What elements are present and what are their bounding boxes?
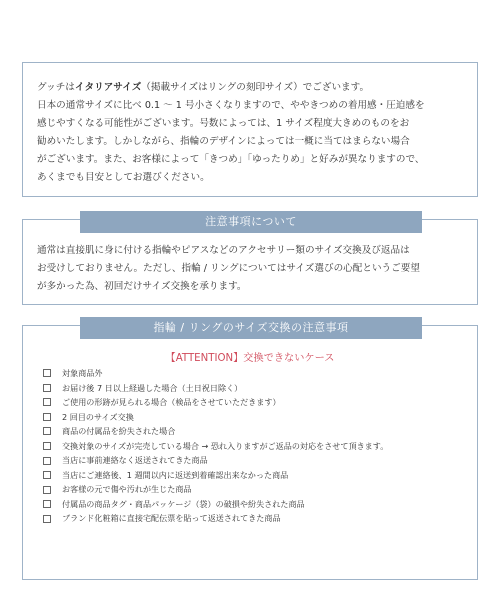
size-info-box xyxy=(22,62,478,197)
exclusion-item-label: 対象商品外 xyxy=(62,368,103,378)
exclusion-item-label: お客様の元で傷や汚れが生じた商品 xyxy=(62,484,192,495)
exclusion-item xyxy=(43,410,467,425)
notice-line: 通常は直接肌に身に付ける指輪やピアスなどのアクセサリー類のサイズ交換及び返品は xyxy=(37,245,410,256)
exclusion-item xyxy=(43,468,467,483)
checkbox-icon xyxy=(43,457,51,465)
size-info-line xyxy=(37,79,463,97)
notice-header: 注意事項について xyxy=(80,211,422,233)
exclusion-item-label: 当店に事前連絡なく返送されてきた商品 xyxy=(62,455,208,466)
size-info-line: あくまでも目安としてお選びください。 xyxy=(37,172,210,183)
exclusion-item xyxy=(43,482,467,497)
checkbox-icon xyxy=(43,500,51,508)
notice-line: が多かった為、初回だけサイズ交換を承ります。 xyxy=(37,281,247,292)
exclusion-item xyxy=(43,395,467,410)
exclusion-list xyxy=(43,366,467,526)
attention-heading: 【ATTENTION】交換できないケース xyxy=(165,353,335,364)
exclusion-item-label: お届け後 7 日以上経過した場合（土日祝日除く） xyxy=(62,382,243,393)
size-info-line: 日本の通常サイズに比べ 0.1 ～ 1 号小さくなりますので、ややきつめの着用感・圧迫感を xyxy=(37,100,425,111)
exchange-conditions-box xyxy=(22,321,478,580)
italian-size-emphasis: イタリアサイズ xyxy=(74,82,142,93)
exclusion-item xyxy=(43,439,467,454)
exclusion-item-label: 付属品の商品タグ・商品パッケージ（袋）の破損や紛失された商品 xyxy=(62,498,305,509)
checkbox-icon xyxy=(43,515,51,523)
checkbox-icon xyxy=(43,427,51,435)
checkbox-icon xyxy=(43,398,51,406)
exclusion-item xyxy=(43,453,467,468)
exchange-header: 指輪 / リングのサイズ交換の注意事項 xyxy=(80,317,422,339)
checkbox-icon xyxy=(43,384,51,392)
exclusion-item xyxy=(43,497,467,512)
exclusion-item-label: 当店にご連絡後、1 週間以内に返送到着確認出来なかった商品 xyxy=(62,469,289,480)
exclusion-item-label: 商品の付属品を紛失された場合 xyxy=(62,426,176,437)
notice-box xyxy=(22,215,478,305)
exclusion-item-label: 2 回目のサイズ交換 xyxy=(62,411,134,422)
checkbox-icon xyxy=(43,486,51,494)
exclusion-item xyxy=(43,511,467,526)
checkbox-icon xyxy=(43,442,51,450)
exclusion-item xyxy=(43,381,467,396)
checkbox-icon xyxy=(43,471,51,479)
exclusion-item xyxy=(43,424,467,439)
size-info-line: 勧めいたします。しかしながら、指輪のデザインによっては一概に当てはまらない場合 xyxy=(37,136,410,147)
exclusion-item xyxy=(43,366,467,381)
exclusion-item-label: ブランド化粧箱に直接宅配伝票を貼って返送されてきた商品 xyxy=(62,513,281,524)
notice-line: お受けしておりません。ただし、指輪 / リングについてはサイズ選びの心配というご要望 xyxy=(37,263,420,274)
exclusion-item-label: ご使用の形跡が見られる場合（検品をさせていただきます） xyxy=(62,397,281,408)
size-info-line-pre: グッチは xyxy=(37,82,75,93)
size-info-line: がございます。また、お客様によって「きつめ」「ゆったりめ」と好みが異なりますので、 xyxy=(37,154,425,165)
notice-body xyxy=(37,242,467,296)
checkbox-icon xyxy=(43,413,51,421)
exclusion-item-label: 交換対象のサイズが完売している場合 → 恐れ入りますがご返品の対応をさせて頂きます。 xyxy=(62,440,389,451)
size-info-line: 感じやすくなる可能性がございます。号数によっては、1 サイズ程度大きめのものをお xyxy=(37,118,410,129)
checkbox-icon xyxy=(43,369,51,377)
size-info-line-post: （掲載サイズはリングの刻印サイズ）でございます。 xyxy=(141,82,370,93)
